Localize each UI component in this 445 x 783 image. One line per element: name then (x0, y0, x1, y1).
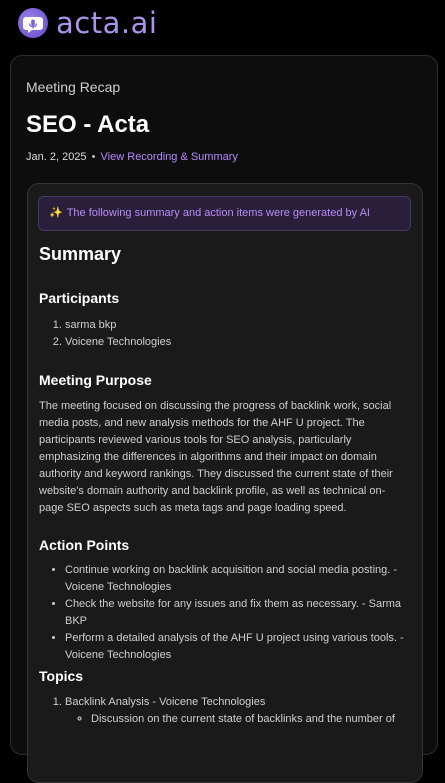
action-point-item: • Check the website for any issues and fix them as necessary. - Sarma BKP (65, 596, 409, 630)
summary-card (27, 183, 423, 783)
meeting-recap-card (10, 55, 438, 755)
topics-list (39, 694, 409, 728)
sparkles-icon: ✨ (49, 207, 63, 219)
topic-sublist (65, 711, 409, 728)
top-bar (0, 0, 445, 50)
participant-item: 2. Voicene Technologies (65, 334, 409, 351)
microphone-bubble-icon (18, 8, 48, 38)
participant-item: 1. sarma bkp (65, 317, 409, 334)
page-eyebrow: Meeting Recap (26, 79, 121, 95)
meeting-purpose-text: The meeting focused on discussing the progress of backlink work, social media posts, and new analysis methods for the AHF U project. The participants reviewed various tools for SEO analysis, particularly emphasizing the differences in algorithms and their impact on domain authority and keyword rankings. They discussed the current state of their website's domain authority and backlink profile, as well as technical on-page SEO aspects such as meta tags and page loading speed. (39, 400, 393, 514)
topic-subitem: ◦ Discussion on the current state of backlinks and the number of (91, 711, 409, 728)
meta-separator: • (91, 151, 96, 163)
summary-heading: Summary (39, 244, 122, 264)
action-points-list (39, 562, 409, 664)
ai-notice-text: The following summary and action items were generated by AI (66, 207, 370, 219)
topic-label: Backlink Analysis - Voicene Technologies (65, 696, 266, 708)
meeting-date: Jan. 2, 2025 (26, 151, 87, 163)
topics-heading: Topics (39, 668, 84, 684)
meeting-meta (26, 151, 238, 163)
action-point-item: • Continue working on backlink acquisition and social media posting. - Voicene Technologies (65, 562, 409, 596)
action-points-heading: Action Points (39, 537, 130, 553)
view-recording-link[interactable]: View Recording & Summary (100, 151, 238, 163)
participants-list (39, 317, 409, 351)
participants-heading: Participants (39, 290, 120, 306)
meeting-purpose-heading: Meeting Purpose (39, 372, 152, 388)
action-point-item: • Perform a detailed analysis of the AHF U project using various tools. - Voicene Technologies (65, 630, 409, 664)
topic-item (65, 694, 409, 728)
brand-logo-text[interactable]: acta.ai (56, 6, 158, 40)
page-title: SEO - Acta (26, 111, 150, 138)
ai-notice-banner (38, 196, 411, 231)
